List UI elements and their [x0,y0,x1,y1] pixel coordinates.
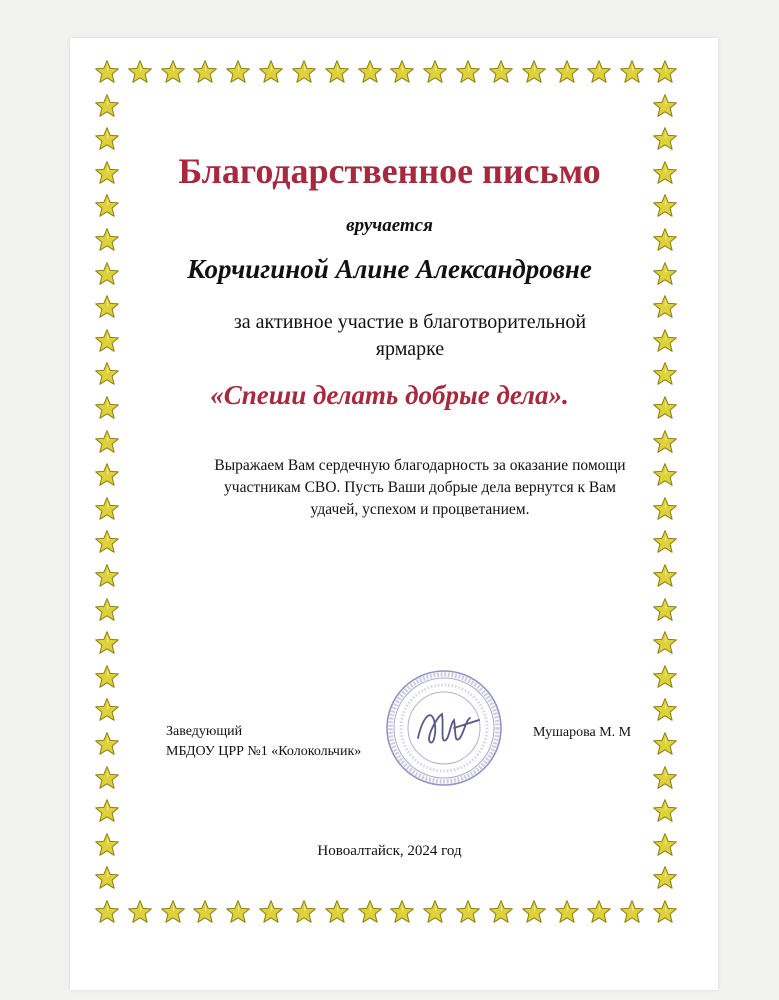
seal-stamp-icon [384,668,504,788]
star-icon [652,59,678,85]
star-icon [652,664,678,690]
event-slogan: «Спеши делать добрые дела». [210,380,569,410]
star-icon [94,697,120,723]
star-icon [258,899,284,925]
star-icon [94,328,120,354]
star-icon [554,899,580,925]
award-reason-line: ярмарке [375,338,445,360]
star-icon [94,93,120,119]
star-icon [652,899,678,925]
star-icon [652,126,678,152]
star-icon [94,798,120,824]
star-icon [357,899,383,925]
star-icon [225,59,251,85]
gratitude-line: удачей, успехом и процветанием. [310,501,530,518]
star-icon [652,563,678,589]
star-icon [324,59,350,85]
star-icon [652,798,678,824]
star-icon [652,529,678,555]
star-icon [94,59,120,85]
star-icon [94,664,120,690]
star-icon [94,429,120,455]
signer-name: Мушарова М. М [533,725,632,740]
award-reason-line: за активное участие в благотворительной [233,311,587,333]
star-icon [127,59,153,85]
star-icon [192,899,218,925]
star-icon [652,429,678,455]
star-icon [455,899,481,925]
star-icon [521,899,547,925]
star-icon [422,899,448,925]
star-icon [94,496,120,522]
star-icon [94,126,120,152]
star-icon [652,294,678,320]
star-icon [422,59,448,85]
gratitude-paragraph [170,455,670,521]
position-line: Заведующий [166,724,243,739]
star-icon [94,630,120,656]
star-icon [94,529,120,555]
star-icon [291,59,317,85]
star-icon [94,731,120,757]
certificate-title: Благодарственное письмо [178,151,601,191]
star-icon [291,899,317,925]
star-icon [488,59,514,85]
star-icon [521,59,547,85]
star-icon [652,597,678,623]
star-icon [94,294,120,320]
awarded-to-text: вручается [346,215,433,236]
star-icon [586,899,612,925]
star-icon [389,59,415,85]
star-icon [652,697,678,723]
place-and-year: Новоалтайск, 2024 год [317,843,462,859]
star-icon [652,765,678,791]
star-icon [389,899,415,925]
star-icon [586,59,612,85]
star-icon [127,899,153,925]
recipient-name: Корчигиной Алине Александровне [187,254,592,284]
star-icon [94,563,120,589]
star-icon [488,899,514,925]
star-icon [160,59,186,85]
star-icon [455,59,481,85]
star-icon [652,630,678,656]
star-icon [258,59,284,85]
star-icon [192,59,218,85]
star-icon [94,865,120,891]
star-icon [554,59,580,85]
signatory-position [166,722,361,762]
star-icon [652,93,678,119]
signature-icon [418,714,479,743]
award-reason [190,309,630,363]
gratitude-line: Выражаем Вам сердечную благодарность за оказание помощи [214,457,626,474]
star-icon [357,59,383,85]
star-icon [94,765,120,791]
star-icon [619,899,645,925]
star-icon [652,328,678,354]
star-icon [94,462,120,488]
star-icon [652,865,678,891]
gratitude-line: участникам СВО. Пусть Ваши добрые дела вернутся к Вам [224,479,616,496]
star-icon [652,731,678,757]
star-icon [94,899,120,925]
star-icon [160,899,186,925]
star-icon [225,899,251,925]
position-line: МБДОУ ЦРР №1 «Колокольчик» [166,744,362,759]
star-icon [94,597,120,623]
star-icon [619,59,645,85]
star-icon [324,899,350,925]
